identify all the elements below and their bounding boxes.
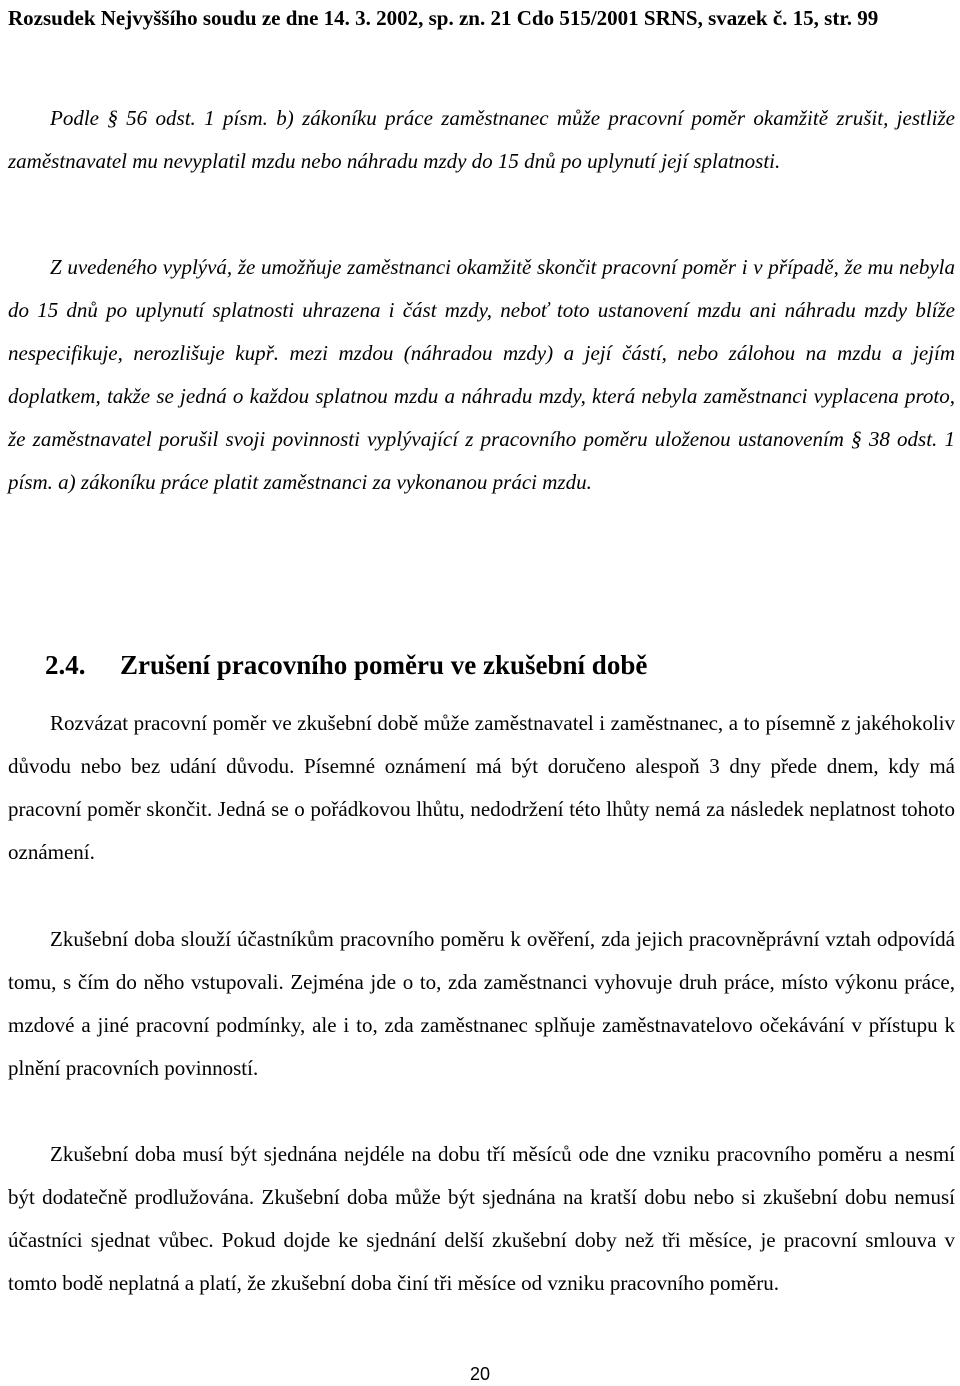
body-paragraph-1: Rozvázat pracovní poměr ve zkušební době může zaměstnavatel i zaměstnanec, a to písemně z jakéhokoliv důvodu nebo bez udání důvodu. Písemné oznámení má být doručeno alespoň 3 dny přede dnem, kdy má pracovní poměr skončit. Jedná se o pořádkovou lhůtu, nedodržení této lhůty nemá za následek neplatnost tohoto oznámení. (8, 711, 955, 864)
body-paragraph-2: Zkušební doba slouží účastníkům pracovního poměru k ověření, zda jejich pracovněprávní vztah odpovídá tomu, s čím do něho vstupovali. Zejména jde o to, zda zaměstnanci vyhovuje druh práce, místo výkonu práce, mzdové a jiné pracovní podmínky, ale i to, zda zaměstnanec splňuje zaměstnavatelovo očekávání v přístupu k plnění pracovních povinností. (8, 927, 955, 1080)
court-ruling-citation: Rozsudek Nejvyššího soudu ze dne 14. 3. 2002, sp. zn. 21 Cdo 515/2001 SRNS, svazek č. 15, str. 99 (8, 6, 879, 30)
section-title: Zrušení pracovního poměru ve zkušební době (120, 650, 648, 680)
body-paragraph-3: Zkušební doba musí být sjednána nejdéle na dobu tří měsíců ode dne vzniku pracovního poměru a nesmí být dodatečně prodlužována. Zkušební doba může být sjednána na kratší dobu nebo si zkušební dobu nemusí účastníci sjednat vůbec. Pokud dojde ke sjednání delší zkušební doby než tři měsíce, je pracovní smlouva v tomto bodě neplatná a platí, že zkušební doba činí tři měsíce od vzniku pracovního poměru. (8, 1142, 955, 1295)
section-heading (45, 645, 647, 685)
page-number: 20 (469, 1364, 491, 1384)
law-quote-paragraph: Podle § 56 odst. 1 písm. b) zákoníku práce zaměstnanec může pracovní poměr okamžitě zrušit, jestliže zaměstnavatel mu nevyplatil mzdu nebo náhradu mzdy do 15 dnů po uplynutí její splatnosti. (8, 106, 955, 173)
implication-paragraph: Z uvedeného vyplývá, že umožňuje zaměstnanci okamžitě skončit pracovní poměr i v případě, že mu nebyla do 15 dnů po uplynutí splatnosti uhrazena i část mzdy, neboť toto ustanovení mzdu ani náhradu mzdy blíže nespecifikuje, nerozlišuje kupř. mezi mzdou (náhradou mzdy) a její částí, nebo zálohou na mzdu a jejím doplatkem, takže se jedná o každou splatnou mzdu a náhradu mzdy, která nebyla zaměstnanci vyplacena proto, že zaměstnavatel porušil svoji povinnosti vyplývající z pracovního poměru uloženou ustanovením § 38 odst. 1 písm. a) zákoníku práce platit zaměstnanci za vykonanou práci mzdu. (8, 255, 955, 494)
section-number: 2.4. (45, 650, 86, 680)
